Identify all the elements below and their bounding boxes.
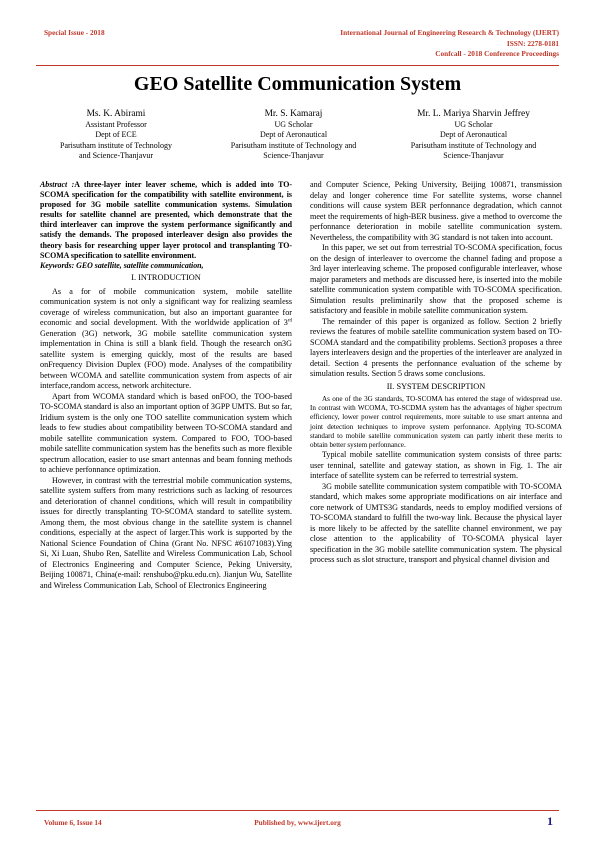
header-journal-block [340, 28, 559, 60]
paragraph: 3G mobile satellite communication system compatible with TO-SCOMA standard, which makes some appropriate modifications on air interface and core network of UMTS3G standards, needs to employ modified versions of TO-SCOMA standard to fulfill the two-way link. Because the physical layer is more likely to be affected by the satellite channel environment, we pay close attention to the applicability of TO-SCOMA physical layer specification in the 3G mobile satellite communication system. The physical process such as slot structure, transport and physical channel division and [310, 481, 562, 565]
left-column [40, 180, 292, 591]
header-issue: Special Issue - 2018 [44, 28, 105, 37]
author-affiliation: Parisutham institute of Technology [60, 140, 172, 150]
author-affiliation: Science-Thanjavur [443, 151, 504, 161]
footer-rule [36, 810, 559, 811]
paragraph: As a for of mobile communication system, mobile satellite communication system is not only a significant way for realizing seamless coverage of wireless communication, but also an important guarantee for economic and social development. With the worldwide application of 3rd Generation (3G) network, 3G mobile satellite communication system implementation in China is still a blank field. Though the research on3G satellite system is emerging quickly, most of the results are based onFrequency Division Duplex (FOO) mode. Analyses of the compatibility between WCOMA and satellite communication system from aspects of air interface,random access, network architecture. [40, 286, 292, 391]
abstract-text: A three-layer inter leaver scheme, which is added into TO-SCOMA specification for the compatibility with satellite environment, is proposed for 3G mobile satellite communication systems. Simulation results for satellite channel are presented, which demonstrate that the third interleaver can improve the system performance significantly and satisfy the demands. The proposed interleaver design also provides the theory basis for researching upper layer protocol and transplanting TO-SCOMA specification to satellite environment. [40, 180, 292, 260]
author-affiliation: UG Scholar [274, 120, 313, 129]
footer-volume: Volume 6, Issue 14 [44, 818, 102, 827]
author-affiliation: Dept of Aeronautical [259, 130, 328, 140]
author-affiliation: Assistant Professor [85, 120, 147, 129]
paragraph: The remainder of this paper is organized as follow. Section 2 briefly reviews the features of mobile satellite communication system based on TO-SCOMA standard and the compatibility problems. Section3 proposes a three layers interleavers design and the properties of the interleaver are analyzed in detail. Section 4 presents the perfonnance evaluation of the scheme by simulation results. Section 5 draws some conclusions. [310, 316, 562, 378]
keywords: Keywords: GEO satellite, satellite communication, [40, 260, 204, 270]
author-1 [36, 108, 196, 162]
footer-publisher-link[interactable]: Published by, www.ijert.org [254, 818, 341, 827]
section-heading-introduction: I. INTRODUCTION [131, 273, 201, 283]
paragraph: Typical mobile satellite communication system consists of three parts: user tenninal, satellite and gateway station, as shown in Fig. 1. The air interface of satellite system can be referred to terrestrial system. [310, 450, 562, 481]
abstract [40, 180, 292, 261]
author-affiliation: Dept of Aeronautical [439, 130, 508, 140]
author-2 [206, 108, 381, 162]
author-name: Mr. S. Kamaraj [264, 109, 323, 119]
abstract-label: Abstract : [40, 180, 75, 189]
paragraph: In this paper, we set out from terrestrial TO-SCOMA specification, focus on the design of interleaver to overcome the channel fading and propose a 3rd layer interleaving scheme. The proposed configurable interleaver, whose major parameters and methods are discussed here, is inserted into the mobile satellite communication system compatible with TO-SCOMA specification. Simulation results preliminarily show that the proposed scheme is satisfactory and feasible in mobile satellite communication system. [310, 243, 562, 315]
header-conference: Confcall - 2018 Conference Proceedings [435, 49, 559, 58]
author-name: Ms. K. Abirami [86, 109, 146, 119]
paper-title: GEO Satellite Communication System [133, 73, 462, 95]
author-affiliation: Science-Thanjavur [263, 151, 324, 161]
author-affiliation: Parisutham institute of Technology and [230, 140, 357, 150]
author-affiliation: Dept of ECE [95, 130, 137, 140]
section-heading-system-description: II. SYSTEM DESCRIPTION [386, 381, 486, 391]
author-3 [388, 108, 559, 162]
header-journal: International Journal of Engineering Research & Technology (IJERT) [340, 28, 559, 37]
right-column [310, 180, 562, 566]
header-issn: ISSN: 2278-0181 [506, 38, 559, 48]
author-affiliation: Parisutham institute of Technology and [410, 140, 537, 150]
paragraph: As one of the 3G standards, TO-SCOMA has entered the stage of widespread use. In contrast with WCOMA, TO-SCDMA system has the advantages of higher spectrum efficiency, lower power control requirements, more suitable to use smart antenna and joint detection techniques to improve system perfonnance. Applying TO-SCOMA standard to mobile satellite communication system can partly inherit these merits to obtain better system perfonnance. [310, 395, 562, 450]
author-affiliation: and Science-Thanjavur [79, 151, 153, 161]
header-rule [36, 65, 559, 66]
paragraph: Apart from WCOMA standard which is based onFOO, the TOO-based TO-SCOMA standard is also an important option of 3GPP UMTS. But so far, Iridium system is the only one TOO satellite communication system which leads to few studies about compatibility between TO-SCOMA standard and mobile satellite communication system. Compared to FOO, TOO-based mobile satellite communication system has the benefits such as more flexible spectrum allocation, easier to use smart antennas and beam fonning methods to achieve perfonnance optimization. [40, 391, 292, 475]
author-affiliation: UG Scholar [454, 120, 493, 129]
paragraph: However, in contrast with the terrestrial mobile communication systems, satellite system suffers from many restrictions such as lacking of resources and deterioration of channel conditions, which will result in compatibility issues for directly transplanting TO-SCOMA standard to satellite system. Among them, the most obvious change in the satellite system is channel conditions, especially at the aspect of larger.This work is supported by the National Science Foundation of China (Grant No. NFSC #61071083).Ying Si, Xi Luan, Shubo Ren, Satellite and Wireless Communication Lab, School of Electronics Engineering and Computer Science, Peking University, Beijing 100871, China(e-mail: renshubo@pku.edu.cn). Jianjun Wu, Satellite and Wireless Communication Lab, School of Electronics Engineering [40, 475, 292, 590]
paragraph: and Computer Science, Peking University, Beijing 100871, transmission delay and longer coherence time For satellite systems, worse channel conditions will cause system BER perfonnance degradation, which cannot meet the requirements of high-BER business. give a method to overcome the perfonnance deterioration in mobile satellite communication system. Nevertheless, the compatibility with 3G standard is not taken into account. [310, 180, 562, 242]
page-number: 1 [547, 814, 553, 828]
author-name: Mr. L. Mariya Sharvin Jeffrey [417, 109, 530, 119]
